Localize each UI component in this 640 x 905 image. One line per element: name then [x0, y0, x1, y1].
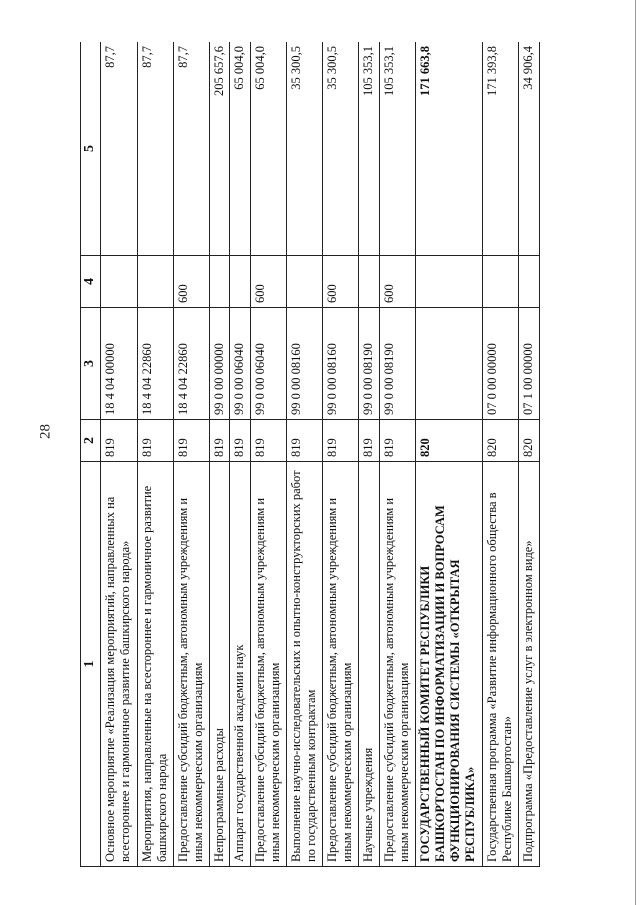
cell-code: 820 — [416, 420, 483, 462]
table-row — [483, 42, 519, 867]
cell-expense-type — [287, 256, 323, 308]
header-col-2: 2 — [81, 420, 101, 462]
cell-code: 819 — [101, 420, 137, 462]
cell-target-article — [416, 308, 483, 420]
cell-target-article: 07 0 00 00000 — [483, 308, 519, 420]
cell-name: ГОСУДАРСТВЕННЫЙ КОМИТЕТ РЕСПУБЛИКИ БАШКОРТОСТАН ПО ИНФОРМАТИЗАЦИИ И ВОПРОСАМ ФУНКЦИОНИРОВАНИЯ СИСТЕМЫ «ОТКРЫТАЯ РЕСПУБЛИКА» — [416, 462, 483, 867]
page-number: 28 — [37, 424, 54, 439]
cell-code: 819 — [230, 420, 251, 462]
rotated-table-frame — [80, 42, 540, 867]
cell-name: Предоставление субсидий бюджетным, автономным учреждениям и иным некоммерческим организациям — [173, 462, 209, 867]
cell-code: 819 — [323, 420, 359, 462]
cell-expense-type — [359, 256, 380, 308]
cell-expense-type — [230, 256, 251, 308]
table-row — [209, 42, 230, 867]
budget-table — [80, 42, 540, 867]
scan-edge-line — [635, 0, 636, 905]
table-row — [323, 42, 359, 867]
rotated-table-area — [80, 42, 540, 867]
cell-target-article: 99 0 00 08160 — [323, 308, 359, 420]
table-row — [173, 42, 209, 867]
cell-sum: 87,7 — [101, 42, 137, 256]
table-row — [379, 42, 415, 867]
cell-target-article: 99 0 00 06040 — [230, 308, 251, 420]
cell-sum: 87,7 — [137, 42, 173, 256]
cell-sum: 35 300,5 — [287, 42, 323, 256]
cell-expense-type — [209, 256, 230, 308]
cell-sum: 105 353,1 — [359, 42, 380, 256]
cell-name: Предоставление субсидий бюджетным, автономным учреждениям и иным некоммерческим организациям — [379, 462, 415, 867]
table-row — [287, 42, 323, 867]
budget-table-body — [81, 42, 540, 867]
cell-name: Подпрограмма «Предоставление услуг в электронном виде» — [519, 462, 540, 867]
cell-name: Государственная программа «Развитие информационного общества в Республике Башкортостан» — [483, 462, 519, 867]
cell-target-article: 18 4 04 22860 — [137, 308, 173, 420]
cell-code: 819 — [137, 420, 173, 462]
cell-code: 819 — [287, 420, 323, 462]
cell-sum: 171 393,8 — [483, 42, 519, 256]
cell-name: Предоставление субсидий бюджетным, автономным учреждениям и иным некоммерческим организациям — [323, 462, 359, 867]
cell-sum: 35 300,5 — [323, 42, 359, 256]
table-row — [230, 42, 251, 867]
cell-sum: 171 663,8 — [416, 42, 483, 256]
cell-expense-type: 600 — [251, 256, 287, 308]
table-row — [416, 42, 483, 867]
cell-code: 820 — [519, 420, 540, 462]
cell-sum: 34 906,4 — [519, 42, 540, 256]
cell-name: Основное мероприятие «Реализация мероприятий, направленных на всестороннее и гармоничное развитие башкирского народа» — [101, 462, 137, 867]
cell-name: Мероприятия, направленные на всестороннее и гармоничное развитие башкирского народа — [137, 462, 173, 867]
header-col-4: 4 — [81, 256, 101, 308]
cell-code: 819 — [173, 420, 209, 462]
cell-sum: 205 657,6 — [209, 42, 230, 256]
table-row — [359, 42, 380, 867]
cell-expense-type — [519, 256, 540, 308]
table-row — [137, 42, 173, 867]
header-col-3: 3 — [81, 308, 101, 420]
table-row — [519, 42, 540, 867]
cell-name: Предоставление субсидий бюджетным, автономным учреждениям и иным некоммерческим организациям — [251, 462, 287, 867]
cell-target-article: 07 1 00 00000 — [519, 308, 540, 420]
cell-expense-type — [137, 256, 173, 308]
cell-sum: 65 004,0 — [251, 42, 287, 256]
cell-name: Выполнение научно-исследовательских и опытно-конструкторских работ по государственным контрактам — [287, 462, 323, 867]
cell-name: Аппарат государственной академии наук — [230, 462, 251, 867]
table-row — [251, 42, 287, 867]
cell-code: 819 — [359, 420, 380, 462]
cell-expense-type: 600 — [379, 256, 415, 308]
cell-target-article: 99 0 00 08160 — [287, 308, 323, 420]
cell-target-article: 99 0 00 08190 — [379, 308, 415, 420]
table-row — [101, 42, 137, 867]
cell-target-article: 99 0 00 06040 — [251, 308, 287, 420]
cell-name: Научные учреждения — [359, 462, 380, 867]
cell-code: 820 — [483, 420, 519, 462]
header-col-5: 5 — [81, 42, 101, 256]
header-col-1: 1 — [81, 462, 101, 867]
cell-target-article: 99 0 00 08190 — [359, 308, 380, 420]
cell-expense-type — [416, 256, 483, 308]
cell-code: 819 — [379, 420, 415, 462]
cell-code: 819 — [209, 420, 230, 462]
cell-sum: 87,7 — [173, 42, 209, 256]
cell-code: 819 — [251, 420, 287, 462]
cell-target-article: 99 0 00 00000 — [209, 308, 230, 420]
cell-target-article: 18 4 04 00000 — [101, 308, 137, 420]
cell-target-article: 18 4 04 22860 — [173, 308, 209, 420]
cell-expense-type: 600 — [323, 256, 359, 308]
cell-name: Непрограммные расходы — [209, 462, 230, 867]
header-row — [81, 42, 101, 867]
cell-expense-type — [483, 256, 519, 308]
cell-expense-type — [101, 256, 137, 308]
cell-sum: 65 004,0 — [230, 42, 251, 256]
cell-expense-type: 600 — [173, 256, 209, 308]
cell-sum: 105 353,1 — [379, 42, 415, 256]
